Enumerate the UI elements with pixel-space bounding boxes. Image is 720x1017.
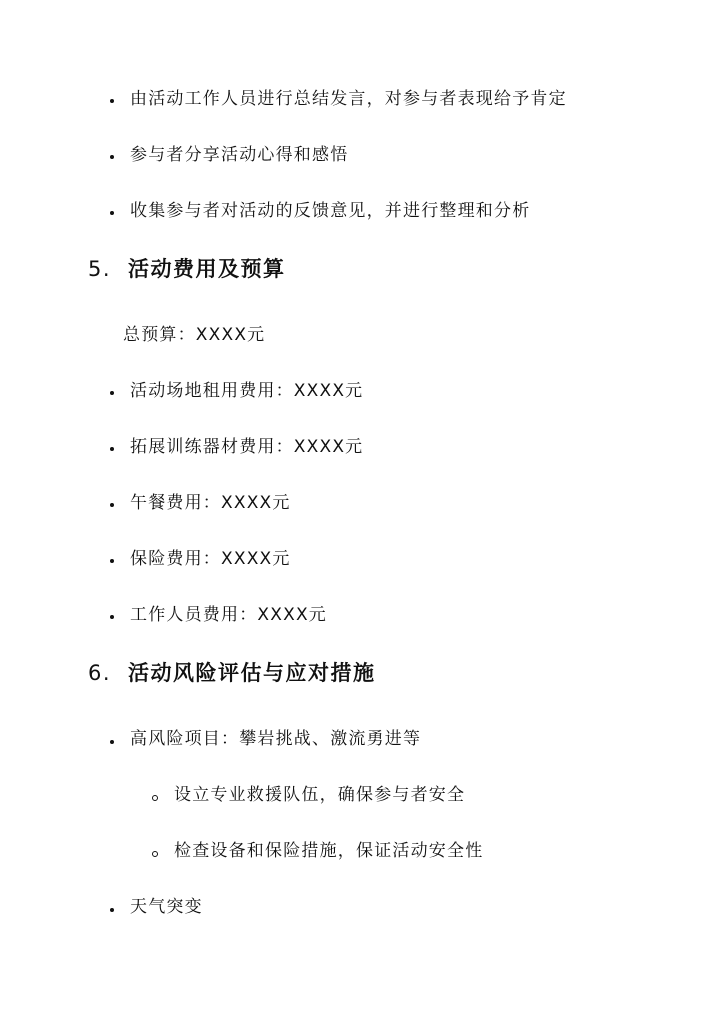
section-heading [88, 661, 376, 685]
budget-item: 工作人员费用：XXXX元 [130, 605, 327, 625]
bullet-icon [110, 99, 114, 103]
budget-item: 保险费用：XXXX元 [130, 549, 291, 569]
list-item: 收集参与者对活动的反馈意见，并进行整理和分析 [130, 201, 531, 221]
section-title: 活动费用及预算 [128, 257, 286, 281]
bullet-icon [110, 503, 114, 507]
budget-item: 拓展训练器材费用：XXXX元 [130, 437, 364, 457]
bullet-icon [110, 155, 114, 159]
section-number: 6. [88, 661, 112, 685]
bullet-icon [110, 447, 114, 451]
bullet-icon [110, 391, 114, 395]
bullet-icon [110, 908, 114, 912]
risk-item: 天气突变 [130, 897, 203, 917]
bullet-icon [110, 615, 114, 619]
bullet-icon [110, 211, 114, 215]
list-item: 参与者分享活动心得和感悟 [130, 145, 349, 165]
risk-subitem: 检查设备和保险措施，保证活动安全性 [174, 841, 484, 861]
budget-item: 午餐费用：XXXX元 [130, 493, 291, 513]
section-heading [88, 257, 286, 281]
total-budget: 总预算：XXXX元 [123, 325, 266, 345]
bullet-icon [110, 740, 114, 744]
section-number: 5. [88, 257, 112, 281]
sub-bullet-icon [152, 851, 158, 857]
sub-bullet-icon [152, 795, 158, 801]
risk-subitem: 设立专业救援队伍，确保参与者安全 [174, 785, 466, 805]
budget-item: 活动场地租用费用：XXXX元 [130, 381, 364, 401]
risk-item: 高风险项目：攀岩挑战、激流勇进等 [130, 729, 422, 749]
bullet-icon [110, 559, 114, 563]
list-item: 由活动工作人员进行总结发言，对参与者表现给予肯定 [130, 89, 567, 109]
section-title: 活动风险评估与应对措施 [128, 661, 376, 685]
